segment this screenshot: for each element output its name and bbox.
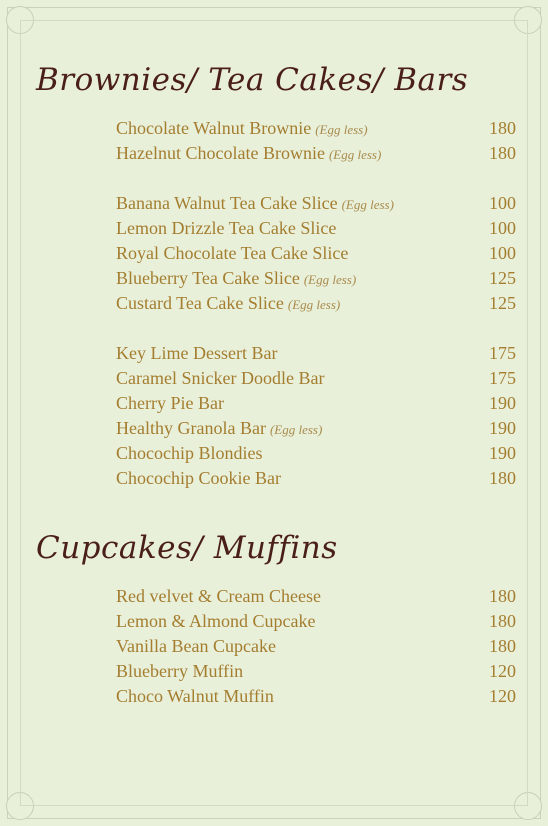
item-name: Caramel Snicker Doodle Bar bbox=[116, 368, 325, 388]
item-name: Royal Chocolate Tea Cake Slice bbox=[116, 243, 349, 263]
item-name: Vanilla Bean Cupcake bbox=[116, 636, 276, 656]
item-price: 125 bbox=[489, 268, 516, 288]
menu-item bbox=[116, 366, 516, 391]
item-price: 180 bbox=[489, 586, 516, 606]
item-name: Lemon Drizzle Tea Cake Slice bbox=[116, 218, 337, 238]
item-note: (Egg less) bbox=[315, 122, 368, 137]
item-price: 120 bbox=[489, 661, 516, 681]
item-price: 100 bbox=[489, 193, 516, 213]
item-name: Hazelnut Chocolate Brownie bbox=[116, 143, 325, 163]
item-name: Lemon & Almond Cupcake bbox=[116, 611, 316, 631]
menu-item bbox=[116, 609, 516, 634]
item-name: Blueberry Muffin bbox=[116, 661, 244, 681]
item-price: 190 bbox=[489, 418, 516, 438]
item-price: 180 bbox=[489, 118, 516, 138]
item-name: Chocolate Walnut Brownie bbox=[116, 118, 312, 138]
section-heading: Brownies/ Tea Cakes/ Bars bbox=[36, 62, 469, 98]
item-name: Key Lime Dessert Bar bbox=[116, 343, 278, 363]
menu-item bbox=[116, 584, 516, 609]
item-name: Chocochip Cookie Bar bbox=[116, 468, 281, 488]
item-name: Red velvet & Cream Cheese bbox=[116, 586, 321, 606]
item-price: 180 bbox=[489, 636, 516, 656]
item-note: (Egg less) bbox=[269, 422, 323, 437]
menu-item bbox=[116, 416, 516, 441]
item-price: 190 bbox=[489, 443, 516, 463]
item-price: 180 bbox=[489, 611, 516, 631]
item-price: 125 bbox=[489, 293, 516, 313]
item-name: Choco Walnut Muffin bbox=[116, 686, 274, 706]
menu-item bbox=[116, 141, 516, 166]
menu-item bbox=[116, 684, 516, 709]
menu-item bbox=[116, 216, 516, 241]
menu-item bbox=[116, 291, 516, 316]
item-price: 175 bbox=[489, 343, 516, 363]
item-name: Banana Walnut Tea Cake Slice bbox=[116, 193, 338, 213]
item-price: 180 bbox=[489, 468, 516, 488]
item-note: (Egg less) bbox=[287, 297, 341, 312]
item-price: 120 bbox=[489, 686, 516, 706]
item-price: 180 bbox=[489, 143, 516, 163]
item-name: Custard Tea Cake Slice bbox=[116, 293, 284, 313]
menu-item bbox=[116, 659, 516, 684]
item-price: 190 bbox=[489, 393, 516, 413]
section-heading: Cupcakes/ Muffins bbox=[36, 530, 338, 566]
item-price: 175 bbox=[489, 368, 516, 388]
item-price: 100 bbox=[489, 218, 516, 238]
menu-item bbox=[116, 634, 516, 659]
menu-item bbox=[116, 191, 516, 216]
item-name: Healthy Granola Bar bbox=[116, 418, 266, 438]
menu-item bbox=[116, 391, 516, 416]
item-name: Cherry Pie Bar bbox=[116, 393, 224, 413]
item-note: (Egg less) bbox=[303, 272, 357, 287]
menu-item bbox=[116, 266, 516, 291]
menu-item bbox=[116, 241, 516, 266]
item-name: Chocochip Blondies bbox=[116, 443, 263, 463]
item-note: (Egg less) bbox=[341, 197, 394, 212]
menu-item bbox=[116, 341, 516, 366]
menu-item bbox=[116, 116, 516, 141]
menu-item bbox=[116, 466, 516, 491]
item-price: 100 bbox=[489, 243, 516, 263]
item-name: Blueberry Tea Cake Slice bbox=[116, 268, 300, 288]
menu-item bbox=[116, 441, 516, 466]
item-note: (Egg less) bbox=[328, 147, 382, 162]
